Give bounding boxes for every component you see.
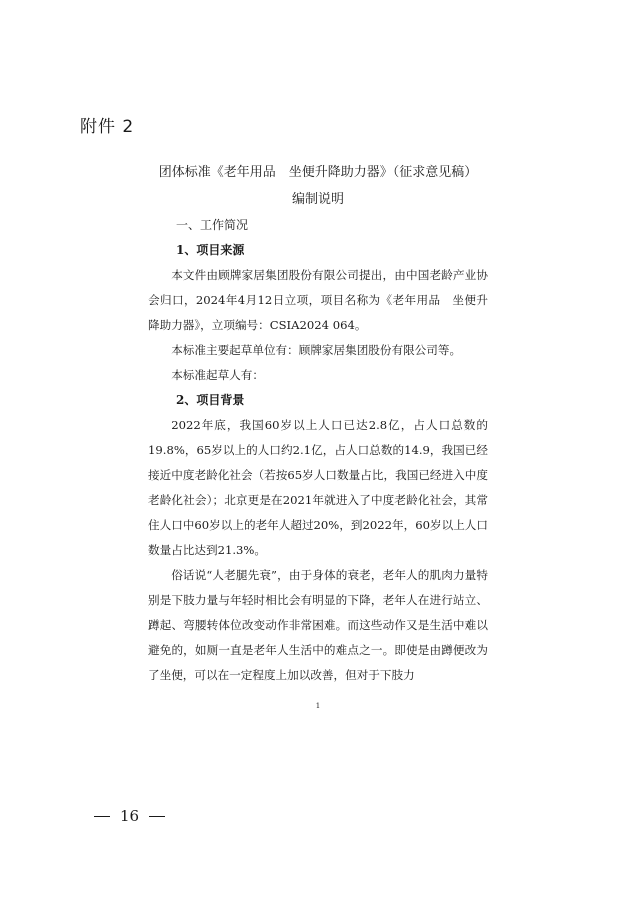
paragraph-aging-statistics: 2022年底，我国60岁以上人口已达2.8亿，占人口总数的19.8%，65岁以上的人口约2.1亿，占人口总数的14.9，我国已经接近中度老龄化社会（若按65岁人口数量占比，我国已经进入中度老龄化社会）；北京更是在2021年就进入了中度老龄化社会，其常住人口中60岁以上的老年人超过20%，到2022年，60岁以上人口数量占比达到21.3%。 xyxy=(148,418,488,557)
document-page-number: 1 xyxy=(315,702,321,710)
paragraph-drafters: 本标准起草人有： xyxy=(171,368,264,382)
footer-dash-left xyxy=(94,816,110,817)
document-title: 团体标准《老年用品 坐便升降助力器》（征求意见稿） xyxy=(158,165,478,180)
paragraph-drafting-units: 本标准主要起草单位有：顾牌家居集团股份有限公司等。 xyxy=(171,343,462,357)
footer-page-number xyxy=(94,807,165,825)
section-heading-work-overview: 一、工作简况 xyxy=(176,218,249,232)
paragraph-project-source: 本文件由顾牌家居集团股份有限公司提出，由中国老龄产业协会归口，2024年4月12日立项，项目名称为《老年用品 坐便升降助力器》，立项编号：CSIA2024 064。 xyxy=(148,268,488,332)
document-subtitle: 编制说明 xyxy=(291,192,344,207)
paragraph-elderly-difficulty: 俗话说“人老腿先衰”，由于身体的衰老，老年人的肌肉力量特别是下肢力量与年轻时相比会有明显的下降，老年人在进行站立、蹲起、弯腰转体位改变动作非常困难。而这些动作又是生活中难以避免的，如厕一直是老年人生活中的难点之一。即使是由蹲便改为了坐便，可以在一定程度上加以改善，但对于下肢力 xyxy=(148,568,488,682)
subsection-heading-project-background: 2、项目背景 xyxy=(176,393,245,407)
subsection-heading-project-source: 1、项目来源 xyxy=(176,243,245,257)
attachment-label: 附件 2 xyxy=(80,117,135,137)
footer-page-number-text: 16 xyxy=(120,807,140,825)
footer-dash-right xyxy=(149,816,165,817)
